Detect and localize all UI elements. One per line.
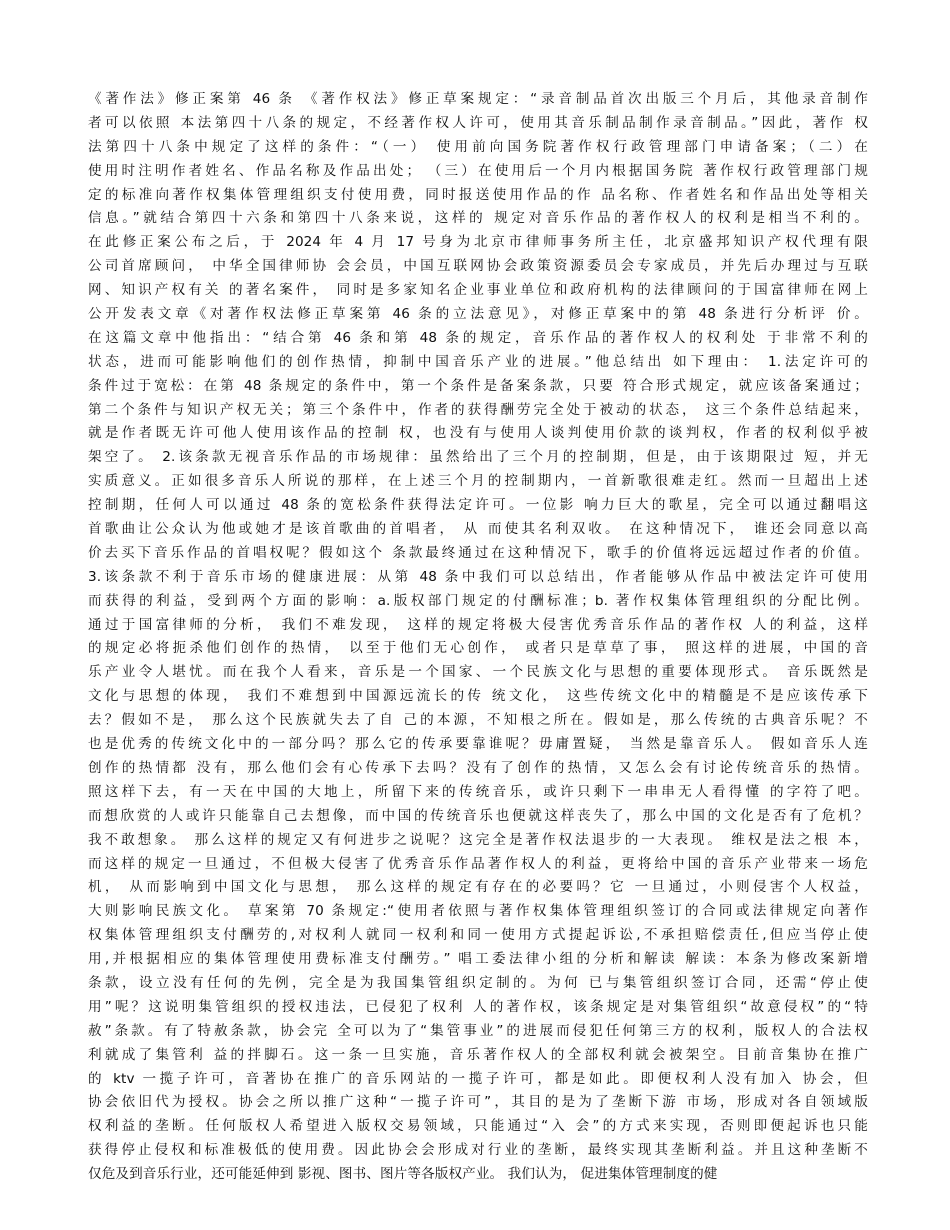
paragraph-line: 网、知识产权有关 的著名案件， 同时是多家知名企业事业单位和政府机构的法律顾问的于国富律师在网上: [88, 282, 868, 299]
paragraph-line: 获得停止侵权和标准极低的使用费。因此协会会形成对行业的垄断，最终实现其垄断利益。并且这种垄断不: [88, 1142, 868, 1159]
paragraph-line: 我不敢想象。 那么这样的规定又有何进步之说呢？这完全是著作权法退步的一大表现。 维权是法之根 本，: [88, 831, 868, 848]
paragraph-line: 权集体管理组织支付酬劳的,对权利人就同一权利和同一使用方式提起诉讼,不承担赔偿责任,但应当停止使: [88, 927, 868, 944]
paragraph-line: 使用时注明作者姓名、作品名称及作品出处； （三）在使用后一个月内根据国务院 著作权行政管理部门规: [88, 162, 868, 179]
paragraph-line: 价去买下音乐作品的首唱权呢？假如这个 条款最终通过在这种情况下，歌手的价值将远远超过作者的价值。: [88, 544, 868, 561]
paragraph-line: 用”呢？这说明集管组织的授权违法，已侵犯了权利 人的著作权，该条规定是对集管组织“故意侵权”的“特: [88, 998, 868, 1015]
paragraph-line: 就是作者既无许可他人使用该作品的控制 权，也没有与使用人谈判使用价款的谈判权，作者的权利似乎被: [88, 425, 868, 442]
paragraph-line: 机， 从而影响到中国文化与思想， 那么这样的规定有存在的必要吗？它 一旦通过，小则侵害个人权益，: [88, 879, 868, 896]
paragraph-line: 而想欣赏的人或许只能靠自己去想像，而中国的传统音乐也便就这样丧失了，那么中国的文化是否有了危机？: [88, 807, 868, 824]
paragraph-line: 权利益的垄断。任何版权人希望进入版权交易领域，只能通过“入 会”的方式来实现，否则即便起诉也只能: [88, 1118, 868, 1135]
paragraph-line: 状态，进而可能影响他们的创作热情，抑制中国音乐产业的进展。”他总结出 如下理由： 1.法定许可的: [88, 353, 868, 370]
paragraph-line: 者可以依照 本法第四十八条的规定，不经著作权人许可，使用其音乐制品制作录音制品。”因此，著作 权: [88, 114, 868, 131]
paragraph-line: 的 ktv 一揽子许可，音著协在推广的音乐网站的一揽子许可，都是如此。即便权利人没有加入 协会，但: [88, 1070, 868, 1087]
paragraph-line: 第二个条件与知识产权无关；第三个条件中，作者的获得酬劳完全处于被动的状态， 这三个条件总结起来，: [88, 401, 868, 418]
paragraph-line: 条款，设立没有任何的先例，完全是为我国集管组织定制的。为何 已与集管组织签订合同，还需“停止使: [88, 974, 868, 991]
paragraph-line: 条件过于宽松：在第 48 条规定的条件中，第一个条件是备案条款，只要 符合形式规定，就应该备案通过；: [88, 377, 868, 394]
paragraph-line: 架空了。 2.该条款无视音乐作品的市场规律：虽然给出了三个月的控制期，但是，由于该期限过 短，并无: [88, 449, 868, 466]
paragraph-line: 协会依旧代为授权。协会之所以推广这种“一揽子许可”，其目的是为了垄断下游 市场，形成对各自领域版: [88, 1094, 868, 1111]
paragraph-line: 利就成了集管利 益的拌脚石。这一条一旦实施，音乐著作权人的全部权利就会被架空。目前音集协在推广: [88, 1046, 868, 1063]
paragraph-line: 乐产业令人堪忧。而在我个人看来，音乐是一个国家、一个民族文化与思想的重要体现形式。 音乐既然是: [88, 664, 868, 681]
paragraph-line: 首歌曲让公众认为他或她才是该首歌曲的首唱者， 从 而使其名利双收。 在这种情况下， 谁还会同意以高: [88, 521, 868, 538]
paragraph-line: 而获得的利益，受到两个方面的影响：a.版权部门规定的付酬标准；b. 著作权集体管理组织的分配比例。: [88, 592, 868, 609]
paragraph-line: 文化与思想的体现， 我们不难想到中国源远流长的传 统文化， 这些传统文化中的精髓是不是应该传承下: [88, 688, 868, 705]
paragraph-line: 3.该条款不利于音乐市场的健康进展：从第 48 条中我们可以总结出，作者能够从作品中被法定许可使用: [88, 568, 868, 585]
paragraph-line: 也是优秀的传统文化中的一部分吗？那么它的传承要靠谁呢？毋庸置疑， 当然是靠音乐人。 假如音乐人连: [88, 736, 868, 753]
paragraph-line: 法第四十八条中规定了这样的条件：“（一） 使用前向国务院著作权行政管理部门申请备案；（二）在: [88, 138, 868, 155]
paragraph-line: 《著作法》修正案第 46 条 《著作权法》修正草案规定：“录音制品首次出版三个月后，其他录音制作: [88, 91, 868, 107]
paragraph-line: 在此修正案公布之后，于 2024 年 4 月 17 号身为北京市律师事务所主任，北京盛邦知识产权代理有限: [88, 234, 868, 251]
paragraph-line: 用,并根据相应的集体管理使用费标准支付酬劳。” 唱工委法律小组的分析和解读 解读：本条为修改案新增: [88, 951, 868, 968]
paragraph-line: 仅危及到音乐行业，还可能延伸到 影视、图书、图片等各版权产业。 我们认为， 促进集体管理制度的健: [88, 1166, 718, 1183]
paragraph-line: 通过于国富律师的分析， 我们不难发现， 这样的规定将极大侵害优秀音乐作品的著作权 人的利益，这样: [88, 616, 868, 633]
paragraph-line: 创作的热情都 没有，那么他们会有心传承下去吗？没有了创作的热情，又怎么会有讨论传统音乐的热情。: [88, 759, 868, 776]
paragraph-line: 在这篇文章中他指出：“结合第 46 条和第 48 条的规定，音乐作品的著作权人的权利处 于非常不利的: [88, 329, 868, 346]
paragraph-line: 的规定必将扼杀他们创作的热情， 以至于他们无心创作， 或者只是草草了事， 照这样的进展，中国的音: [88, 640, 868, 657]
paragraph-line: 而这样的规定一旦通过，不但极大侵害了优秀音乐作品著作权人的利益，更将给中国的音乐产业带来一场危: [88, 855, 868, 872]
paragraph-line: 信息。”就结合第四十六条和第四十八条来说，这样的 规定对音乐作品的著作权人的权利是相当不利的。: [88, 210, 868, 227]
paragraph-line: 控制期，任何人可以通过 48 条的宽松条件获得法定许可。一位影 响力巨大的歌星，完全可以通过翻唱这: [88, 497, 868, 514]
document-page: [88, 88, 868, 1187]
paragraph-line: 大则影响民族文化。 草案第 70 条规定:“使用者依照与著作权集体管理组织签订的合同或法律规定向著作: [88, 903, 868, 920]
paragraph-line: 赦”条款。有了特赦条款，协会完 全可以为了“集管事业”的进展而侵犯任何第三方的权利，版权人的合法权: [88, 1022, 868, 1039]
paragraph-line: 实质意义。正如很多音乐人所说的那样，在上述三个月的控制期内，一首新歌很难走红。然而一旦超出上述: [88, 473, 868, 490]
paragraph-line: 公司首席顾问， 中华全国律师协 会会员，中国互联网协会政策资源委员会专家成员，并先后办理过与互联: [88, 258, 868, 275]
paragraph-line: 定的标准向著作权集体管理组织支付使用费，同时报送使用作品的作 品名称、作者姓名和作品出处等相关: [88, 186, 868, 203]
paragraph-line: 公开发表文章《对著作权法修正草案第 46 条的立法意见》，对修正草案中的第 48 条进行分析评 价。: [88, 306, 868, 323]
paragraph-line: 去？假如不是， 那么这个民族就失去了自 己的本源，不知根之所在。假如是，那么传统的古典音乐呢？不: [88, 712, 868, 729]
paragraph-line: 照这样下去，有一天在中国的大地上，所留下来的传统音乐，或许只剩下一串串无人看得懂 的字符了吧。: [88, 783, 868, 800]
